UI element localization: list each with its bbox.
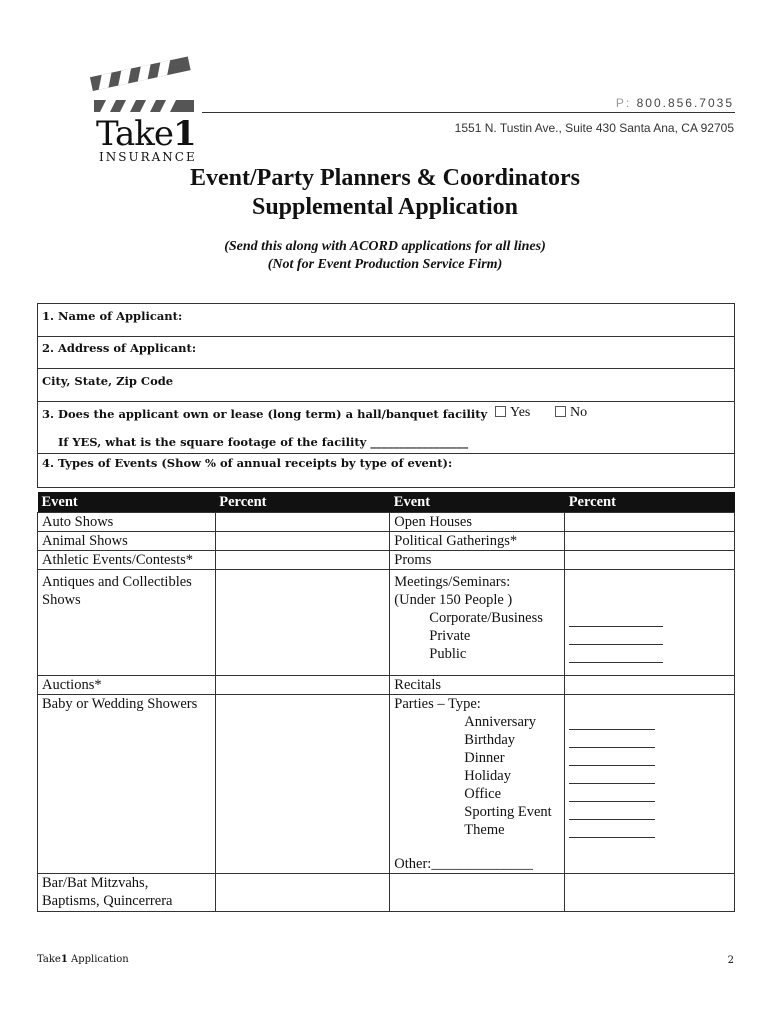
event-label: Recitals: [390, 676, 565, 695]
field-label: 2. Address of Applicant:: [42, 341, 197, 355]
percent-input[interactable]: [215, 695, 390, 874]
name-of-applicant-field[interactable]: [37, 303, 735, 337]
page-number: 2: [727, 955, 734, 966]
page-subtitle: Supplemental Application: [251, 194, 519, 220]
percent-input[interactable]: [215, 513, 390, 532]
header-divider: [202, 112, 735, 113]
event-label: Open Houses: [390, 513, 565, 532]
square-footage-field[interactable]: If YES, what is the square footage of the facility _________________: [58, 435, 469, 449]
column-header: Percent: [215, 492, 390, 513]
empty-cell: [390, 874, 565, 912]
table-row: [38, 874, 735, 912]
event-label: Proms: [390, 551, 565, 570]
logo-wordmark: Take1: [96, 114, 196, 154]
hall-facility-question: [37, 402, 735, 454]
page-title: Event/Party Planners & Coordinators: [190, 165, 580, 191]
types-of-events-question: [37, 453, 735, 488]
percent-input[interactable]: [565, 513, 735, 532]
percent-line[interactable]: [569, 820, 655, 838]
column-header: Percent: [565, 492, 735, 513]
percent-input[interactable]: [565, 532, 735, 551]
percent-line[interactable]: [569, 784, 655, 802]
field-label: 4. Types of Events (Show % of annual receipts by type of event):: [42, 456, 453, 470]
percent-input[interactable]: [215, 532, 390, 551]
percent-input[interactable]: [565, 676, 735, 695]
table-header-row: [38, 492, 735, 513]
table-row: [38, 532, 735, 551]
footer-label: Take1 Application: [37, 954, 129, 965]
percent-line[interactable]: [569, 609, 663, 627]
no-checkbox[interactable]: No: [555, 405, 587, 421]
table-row: [38, 513, 735, 532]
event-label: Bar/Bat Mitzvahs, Baptisms, Quincerrera: [38, 874, 216, 912]
field-label: City, State, Zip Code: [42, 374, 174, 388]
percent-input[interactable]: [215, 570, 390, 676]
event-label: Political Gatherings*: [390, 532, 565, 551]
address-of-applicant-field[interactable]: [37, 336, 735, 369]
exclusion-note: (Not for Event Production Service Firm): [267, 257, 503, 272]
event-label: Baby or Wedding Showers: [38, 695, 216, 874]
percent-line[interactable]: [569, 627, 663, 645]
empty-cell: [565, 874, 735, 912]
event-label: Auctions*: [38, 676, 216, 695]
percent-line[interactable]: [569, 766, 655, 784]
percent-line[interactable]: [569, 802, 655, 820]
logo-subtitle: INSURANCE: [99, 150, 197, 164]
percent-input[interactable]: [215, 874, 390, 912]
table-row: [38, 551, 735, 570]
percent-input[interactable]: [565, 570, 735, 676]
percent-line[interactable]: [569, 712, 655, 730]
yes-checkbox[interactable]: Yes: [495, 405, 530, 421]
column-header: Event: [38, 492, 216, 513]
city-state-zip-field[interactable]: [37, 369, 735, 402]
events-table: [37, 492, 735, 912]
company-address: 1551 N. Tustin Ave., Suite 430 Santa Ana, CA 92705: [454, 121, 734, 135]
column-header: Event: [390, 492, 565, 513]
event-label: Animal Shows: [38, 532, 216, 551]
event-label: Auto Shows: [38, 513, 216, 532]
instruction-note: (Send this along with ACORD applications for all lines): [224, 239, 546, 254]
percent-input[interactable]: [215, 676, 390, 695]
event-label: Athletic Events/Contests*: [38, 551, 216, 570]
field-label: 3. Does the applicant own or lease (long term) a hall/banquet facility: [42, 407, 488, 421]
phone-number: P: 800.856.7035: [615, 96, 734, 110]
table-row: [38, 570, 735, 676]
percent-input[interactable]: [565, 551, 735, 570]
percent-line[interactable]: [569, 748, 655, 766]
event-label: Antiques and Collectibles Shows: [38, 570, 216, 676]
table-row: [38, 676, 735, 695]
event-label: Parties – Type: Anniversary Birthday Dinner Holiday Office Sporting Event Theme Other:______________: [390, 695, 565, 874]
percent-line[interactable]: [569, 645, 663, 663]
percent-input[interactable]: [215, 551, 390, 570]
event-label: Meetings/Seminars: (Under 150 People ) Corporate/Business Private Public: [390, 570, 565, 676]
percent-input[interactable]: [565, 695, 735, 874]
field-label: 1. Name of Applicant:: [42, 309, 183, 323]
table-row: [38, 695, 735, 874]
percent-line[interactable]: [569, 730, 655, 748]
